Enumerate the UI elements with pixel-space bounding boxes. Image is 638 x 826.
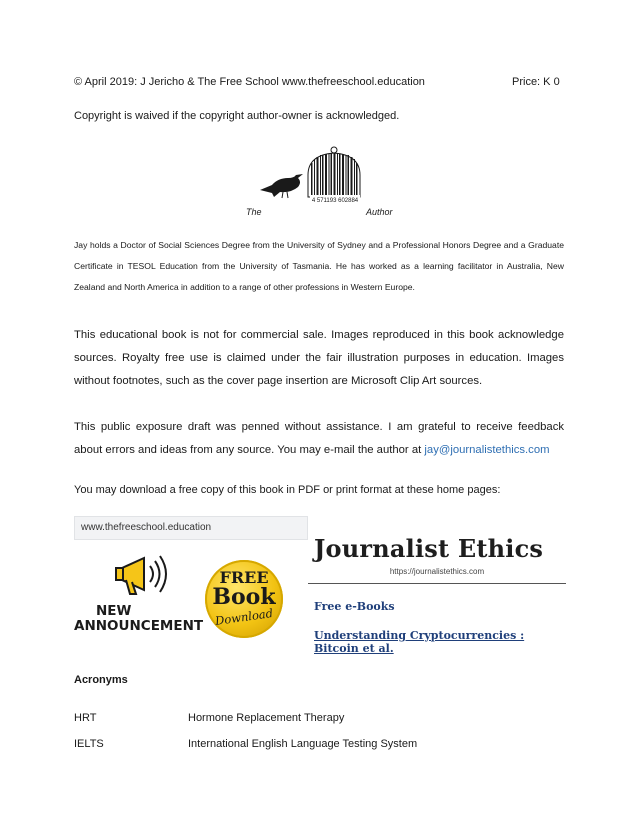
megaphone-icon xyxy=(114,550,172,602)
free-school-banner[interactable] xyxy=(74,516,308,644)
price-label: Price: K 0 xyxy=(512,76,560,88)
author-bio: Jay holds a Doctor of Social Sciences Degree from the University of Sydney and a Professional Honors Degree and a Graduate Certificate in TESOL Education from the University of Tasmania. He has worked as a learning facilitator in Australia, New Zealand and North America in addition to a range of other professions in Western Europe. xyxy=(74,240,564,292)
free-ebooks-link[interactable]: Free e-Books xyxy=(314,600,395,613)
journalist-ethics-banner[interactable] xyxy=(308,530,566,655)
new-announcement-label xyxy=(74,604,203,634)
author-email-link[interactable]: jay@journalistethics.com xyxy=(424,444,550,456)
free-school-url[interactable]: www.thefreeschool.education xyxy=(74,516,308,540)
acronym-meaning: International English Language Testing System xyxy=(188,738,418,750)
copyright-waiver: Copyright is waived if the copyright author-owner is acknowledged. xyxy=(74,110,400,122)
journalist-ethics-title: Journalist Ethics xyxy=(314,534,544,563)
journalist-ethics-url[interactable]: https://journalistethics.com xyxy=(389,567,485,576)
acronym-abbr: HRT xyxy=(74,712,97,724)
banner-divider xyxy=(308,583,566,584)
acronym-meaning: Hormone Replacement Therapy xyxy=(188,712,345,724)
caption-the: The xyxy=(246,207,262,217)
announcement-line-2: ANNOUNCEMENT xyxy=(74,618,204,634)
feedback-paragraph xyxy=(74,416,564,462)
download-line: You may download a free copy of this book in PDF or print format at these home pages: xyxy=(74,484,501,496)
notice-paragraph: This educational book is not for commercial sale. Images reproduced in this book acknowledge sources. Royalty free use is claimed under the fair illustration purposes in education. Images without footnotes, such as the cover page insertion are Microsoft Clip Art sources. xyxy=(74,329,564,387)
feedback-text: This public exposure draft was penned without assistance. I am grateful to receive feedback about errors and ideas from any source. You may e-mail the author at xyxy=(74,421,564,456)
badge-download: Download xyxy=(214,606,274,628)
acronyms-heading: Acronyms xyxy=(74,674,128,686)
announcement-line-1: NEW xyxy=(96,603,132,619)
free-book-download-badge[interactable] xyxy=(205,560,283,638)
barcode-number: 4 571193 602884 xyxy=(311,198,359,204)
badge-free: FREE xyxy=(219,568,269,587)
author-illustration xyxy=(258,145,370,207)
acronym-abbr: IELTS xyxy=(74,738,104,750)
copyright-line: © April 2019: J Jericho & The Free School www.thefreeschool.education xyxy=(74,76,425,88)
badge-book: Book xyxy=(212,584,276,610)
caption-author: Author xyxy=(366,207,393,217)
crow-birdcage-icon xyxy=(258,145,370,207)
crypto-book-link[interactable]: Understanding Cryptocurrencies : Bitcoin et al. xyxy=(314,629,525,655)
